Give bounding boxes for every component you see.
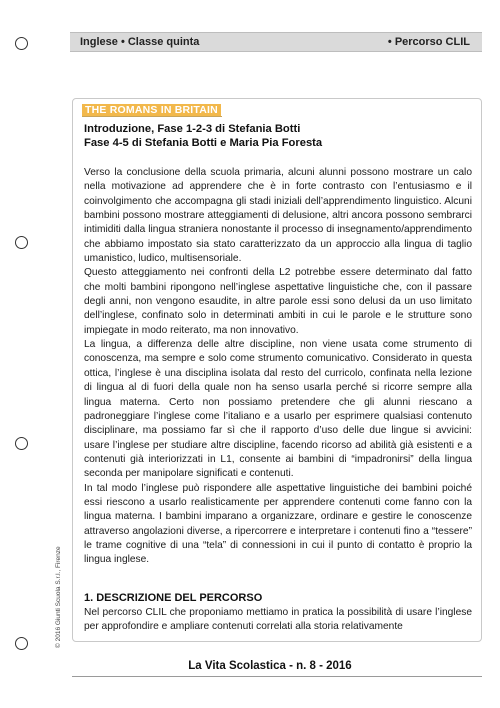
paragraph-4: In tal modo l’inglese può rispondere alle aspettative linguistiche dei bambini poiché essi riescono a usarlo realisticamente per apprendere contenuti come fanno con la lingua materna. I bambini imparano a organizzare, ordinare e gestire le conoscenze attraverso angolazioni diverse, a ripercorrere e interpretare i contenuti fino a “tessere” le trame cognitive di una “tela” di connessioni in cui il punto di contatto è proprio la lingua inglese. [84,482,472,566]
header-bar [70,32,482,52]
section-rule [82,116,222,117]
footer-publication: La Vita Scolastica - n. 8 - 2016 [188,660,352,672]
article-body [84,166,472,568]
binder-hole-middle [15,236,28,249]
copyright-credit: © 2016 Giunti Scuola S.r.l., Firenze [55,546,62,648]
section-heading: 1. DESCRIZIONE DEL PERCORSO [84,592,263,604]
section-heading-text: Nel percorso CLIL che proponiamo mettiamo in pratica la possibilità di usare l’inglese per approfondire e ampliare contenuti correlati alla storia relativamente [84,607,472,633]
authors-line-2: Fase 4-5 di Stefania Botti e Maria Pia Foresta [84,137,323,149]
authors-block [84,122,474,150]
binder-hole-top [15,37,28,50]
binder-hole-bottom [15,637,28,650]
paragraph-1: Verso la conclusione della scuola primaria, alcuni alunni possono mostrare un calo nella motivazione ad apprendere che è in forte contrasto con l’entusiasmo e il coinvolgimento che accompagna gli stadi iniziali dell’apprendimento linguistico. Alcuni bambini possono mostrare atteggiamenti di delusione, altri ancora possono sembrarci intimiditi dalla lingua straniera nonostante il processo di insegnamento/apprendimento che abbiamo impostato sia stato caratterizzato da un approccio alla lingua di taglio umanistico, ludico, multisensoriale. [84,167,472,265]
footer-rule [72,676,482,677]
binder-hole-lower [15,437,28,450]
header-subject: Inglese • Classe quinta [80,36,200,48]
header-section: • Percorso CLIL [387,36,470,48]
paragraph-3: La lingua, a differenza delle altre discipline, non viene usata come strumento di conoscenza, ma sempre e solo come strumento comunicativo. Considerato in questa ottica, l’inglese è una disciplina isolata dal resto del curricolo, confinata nella lezione di lingua al di fuori della quale non ha senso usarla perché si ricorre sempre alla lingua materna. Certo non possiamo pretendere che gli alunni riescano a padroneggiare l’inglese come l’italiano e a usarlo per esprimere qualsiasi contenuto disciplinare, ma possiamo far sì che il rapporto d’uso delle due lingue si avvicini: usare l’inglese per studiare altre discipline, facendo ricorso ad abilità già esistenti e a contenuti già interiorizzati in L1, consente ai bambini di “impadronirsi” della lingua seconda per manipolare significati e contenuti. [84,339,472,480]
authors-line-1: Introduzione, Fase 1-2-3 di Stefania Botti [84,123,301,135]
paragraph-2: Questo atteggiamento nei confronti della L2 potrebbe essere determinato dal fatto che molti bambini ripongono nell’inglese aspettative linguistiche che, con il passare degli anni, non vengono esaudite, in altre parole essi sono delusi da un uso limitato dell’inglese, confinato solo in determinati ambiti in cui le parole e le strutture sono impiegate in modo reiterato, ma non innovativo. [84,267,472,336]
section-tag: THE ROMANS IN BRITAIN [82,104,221,116]
